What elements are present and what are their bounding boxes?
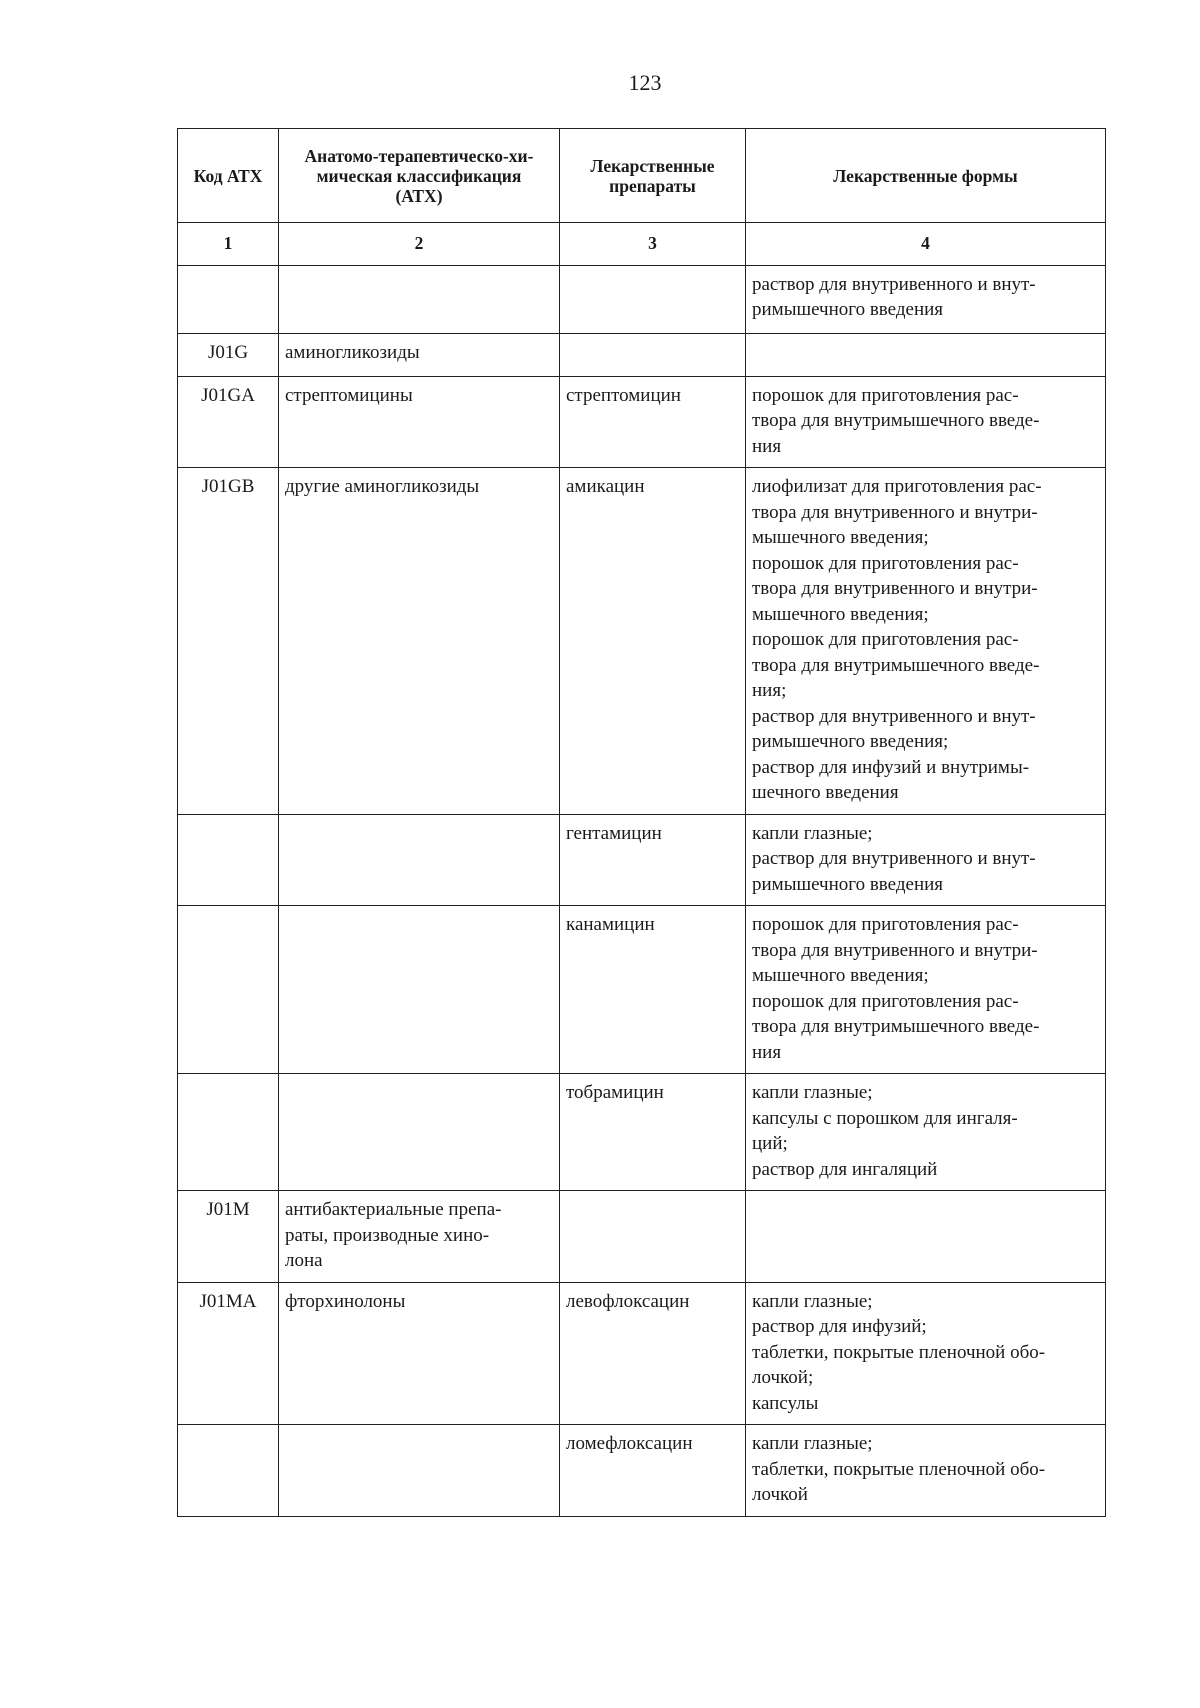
atc-code-cell: J01G [178,333,279,376]
header-atc-code: Код АТХ [178,129,279,223]
atc-code-cell: J01GB [178,468,279,815]
table-row [178,1282,1106,1425]
classification-cell: другие аминогликозиды [279,468,560,815]
dosage-forms-cell: порошок для приготовления рас- твора для внутривенного и внутри- мышечного введения; порошок для приготовления рас- твора для внутримышечного введе- ния [746,906,1106,1074]
classification-cell: аминогликозиды [279,333,560,376]
table-body [178,265,1106,1516]
classification-cell: стрептомицины [279,376,560,468]
dosage-forms-cell: капли глазные; раствор для инфузий; таблетки, покрытые пленочной обо- лочкой; капсулы [746,1282,1106,1425]
table-row [178,1074,1106,1191]
table-header-row [178,129,1106,223]
atc-code-cell: J01M [178,1191,279,1283]
atc-code-cell [178,1425,279,1517]
classification-cell: фторхинолоны [279,1282,560,1425]
atc-code-cell [178,814,279,906]
table-row [178,376,1106,468]
table-row [178,265,1106,333]
drug-cell: канамицин [560,906,746,1074]
classification-cell [279,1425,560,1517]
dosage-forms-cell: порошок для приготовления рас- твора для внутримышечного введе- ния [746,376,1106,468]
drug-cell [560,1191,746,1283]
column-number: 1 [178,223,279,266]
classification-cell [279,1074,560,1191]
dosage-forms-cell [746,333,1106,376]
atc-code-cell: J01GA [178,376,279,468]
classification-cell [279,814,560,906]
header-drugs: Лекарственные препараты [560,129,746,223]
atc-code-cell [178,906,279,1074]
table-row [178,814,1106,906]
atc-code-cell: J01MA [178,1282,279,1425]
atc-code-cell [178,265,279,333]
column-number: 3 [560,223,746,266]
classification-cell [279,906,560,1074]
table-row [178,1191,1106,1283]
dosage-forms-cell: лиофилизат для приготовления рас- твора для внутривенного и внутри- мышечного введения; порошок для приготовления рас- твора для внутривенного и внутри- мышечного введения; порошок для приготовления рас- твора для внутримышечного введе- ния; раствор для внутривенного и внут- римышечного введения; раствор для инфузий и внутримы- шечного введения [746,468,1106,815]
column-number-row [178,223,1106,266]
dosage-forms-cell: раствор для внутривенного и внут- римышечного введения [746,265,1106,333]
dosage-forms-cell: капли глазные; капсулы с порошком для ингаля- ций; раствор для ингаляций [746,1074,1106,1191]
drug-cell [560,265,746,333]
dosage-forms-cell [746,1191,1106,1283]
table-row [178,1425,1106,1517]
drug-cell: стрептомицин [560,376,746,468]
column-number: 2 [279,223,560,266]
classification-cell [279,265,560,333]
table-row [178,333,1106,376]
classification-cell: антибактериальные препа- раты, производные хино- лона [279,1191,560,1283]
column-number: 4 [746,223,1106,266]
header-dosage-forms: Лекарственные формы [746,129,1106,223]
table-row [178,468,1106,815]
dosage-forms-cell: капли глазные; раствор для внутривенного и внут- римышечного введения [746,814,1106,906]
drug-cell: тобрамицин [560,1074,746,1191]
drug-cell: амикацин [560,468,746,815]
drug-cell [560,333,746,376]
atc-drug-table [177,128,1106,1517]
drug-cell: левофлоксацин [560,1282,746,1425]
table-row [178,906,1106,1074]
header-atc-classification: Анатомо-терапевтическо-хи- мическая классификация (АТХ) [279,129,560,223]
drug-cell: гентамицин [560,814,746,906]
dosage-forms-cell: капли глазные; таблетки, покрытые пленочной обо- лочкой [746,1425,1106,1517]
atc-code-cell [178,1074,279,1191]
drug-cell: ломефлоксацин [560,1425,746,1517]
page-number: 123 [628,70,662,95]
